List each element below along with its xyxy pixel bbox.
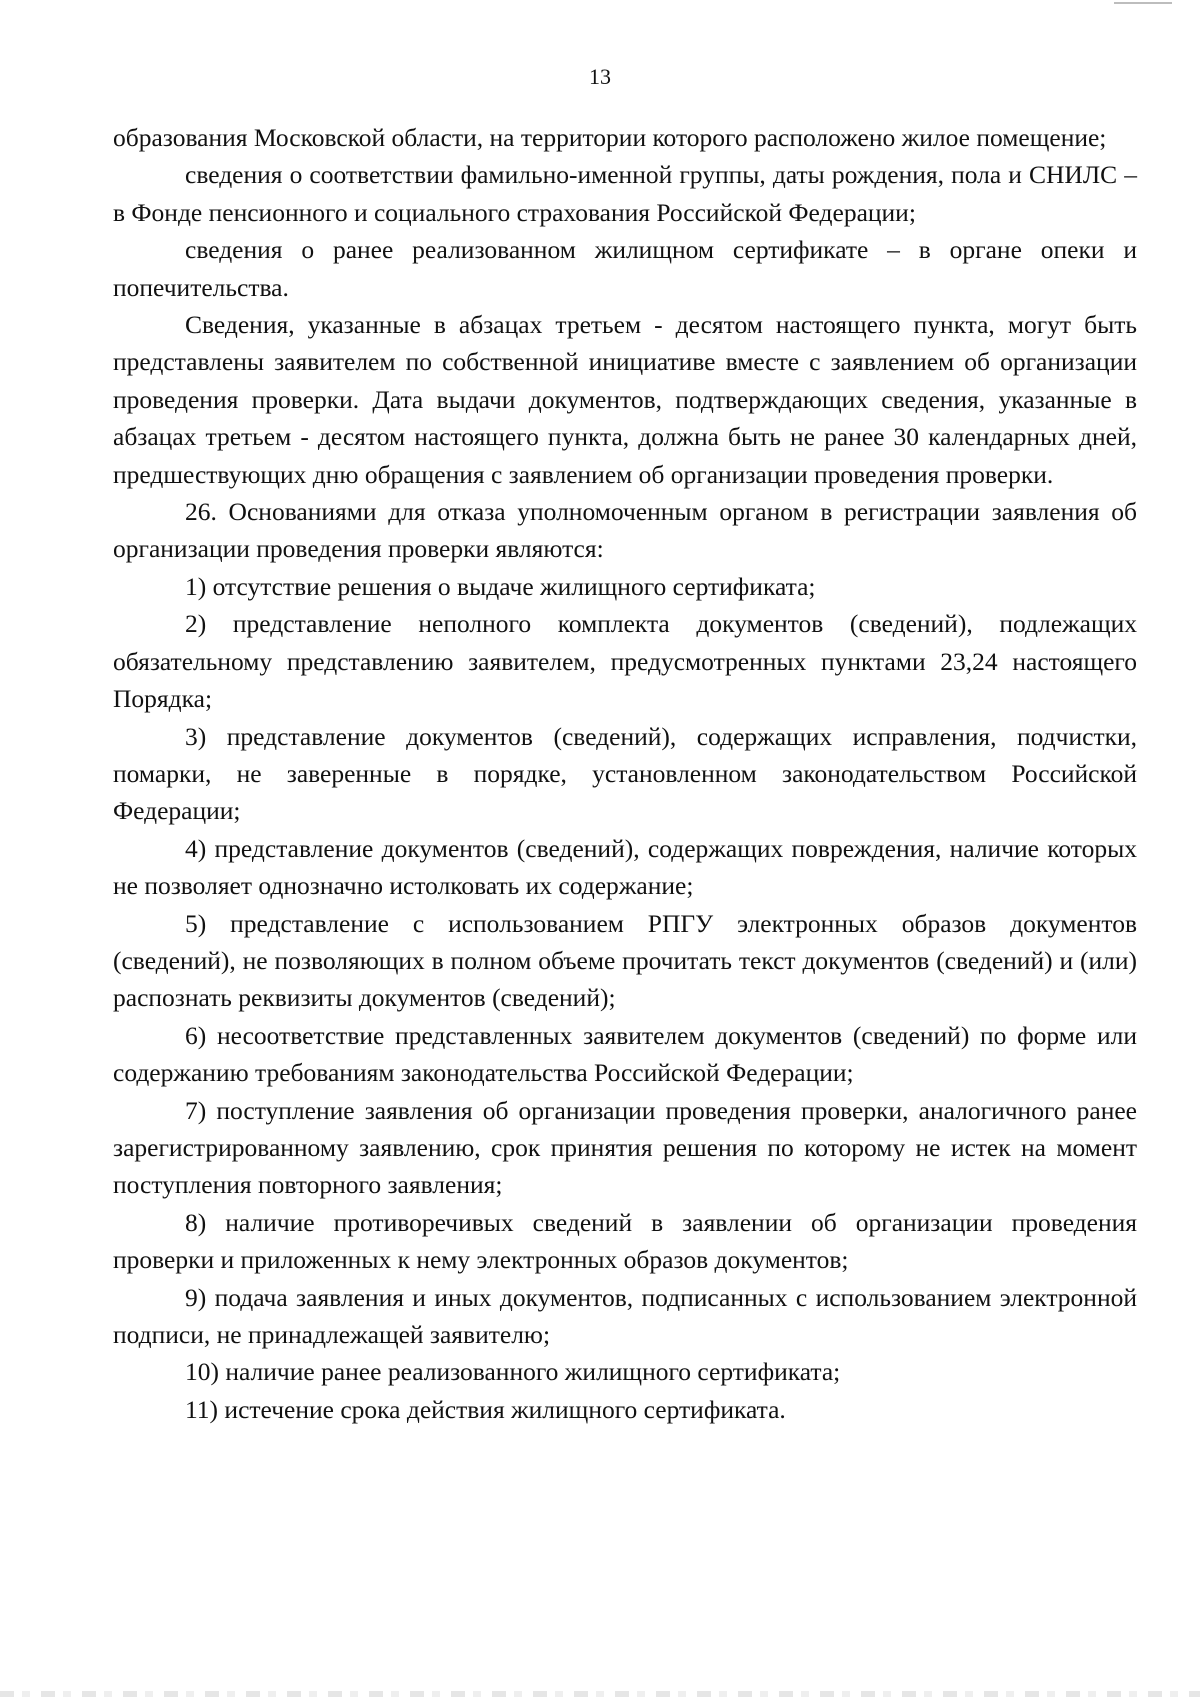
list-item-9: 9) подача заявления и иных документов, подписанных с использованием электронной подписи, не принадлежащей заявителю; — [113, 1282, 1137, 1349]
list-item-4: 4) представление документов (сведений), содержащих повреждения, наличие которых не позволяет однозначно истолковать их содержание; — [113, 833, 1137, 901]
list-item-5: 5) представление с использованием РПГУ электронных образов документов (сведений), не позволяющих в полном объеме прочитать текст документов (сведений) и (или) распознать реквизиты документов (сведений); — [113, 908, 1137, 1013]
document-body — [113, 119, 1137, 1428]
list-item-3: 3) представление документов (сведений), содержащих исправления, подчистки, помарки, не заверенные в порядке, установленном законодательством Российской Федерации; — [113, 721, 1137, 826]
paragraph-continuation: образования Московской области, на территории которого расположено жилое помещение; — [113, 123, 1107, 152]
list-item-11: 11) истечение срока действия жилищного сертификата. — [185, 1394, 786, 1424]
scan-bottom-edge — [0, 1691, 1200, 1697]
scan-corner-mark — [1114, 2, 1172, 4]
list-item-1: 1) отсутствие решения о выдаче жилищного сертификата; — [185, 571, 816, 601]
paragraph-voluntary-submission: Сведения, указанные в абзацах третьем - десятом настоящего пункта, могут быть представлены заявителем по собственной инициативе вместе с заявлением об организации проведения проверки. Дата выдачи документов, подтверждающих сведения, указанные в абзацах третьем - десятом настоящего пункта, должна быть не ранее 30 календарных дней, предшествующих дню обращения с заявлением об организации проведения проверки. — [113, 310, 1137, 489]
list-item-6: 6) несоответствие представленных заявителем документов (сведений) по форме или содержанию требованиям законодательства Российской Федерации; — [113, 1020, 1137, 1088]
page-number: 13 — [589, 64, 611, 89]
paragraph-item-26: 26. Основаниями для отказа уполномоченным органом в регистрации заявления об организации проведения проверки являются: — [113, 497, 1137, 564]
list-item-8: 8) наличие противоречивых сведений в заявлении об организации проведения проверки и приложенных к нему электронных образов документов; — [113, 1207, 1137, 1275]
list-item-2: 2) представление неполного комплекта документов (сведений), подлежащих обязательному представлению заявителем, предусмотренных пунктами 23,24 настоящего Порядка; — [113, 609, 1137, 714]
list-item-10: 10) наличие ранее реализованного жилищного сертификата; — [185, 1357, 841, 1387]
list-item-7: 7) поступление заявления об организации проведения проверки, аналогичного ранее зарегистрированному заявлению, срок принятия решения по которому не истек на момент поступления повторного заявления; — [113, 1095, 1137, 1200]
paragraph-guardianship-info: сведения о ранее реализованном жилищном сертификате – в органе опеки и попечительства. — [113, 235, 1137, 302]
paragraph-snils-info: сведения о соответствии фамильно-именной группы, даты рождения, пола и СНИЛС – в Фонде пенсионного и социального страхования Российской Федерации; — [113, 160, 1137, 227]
